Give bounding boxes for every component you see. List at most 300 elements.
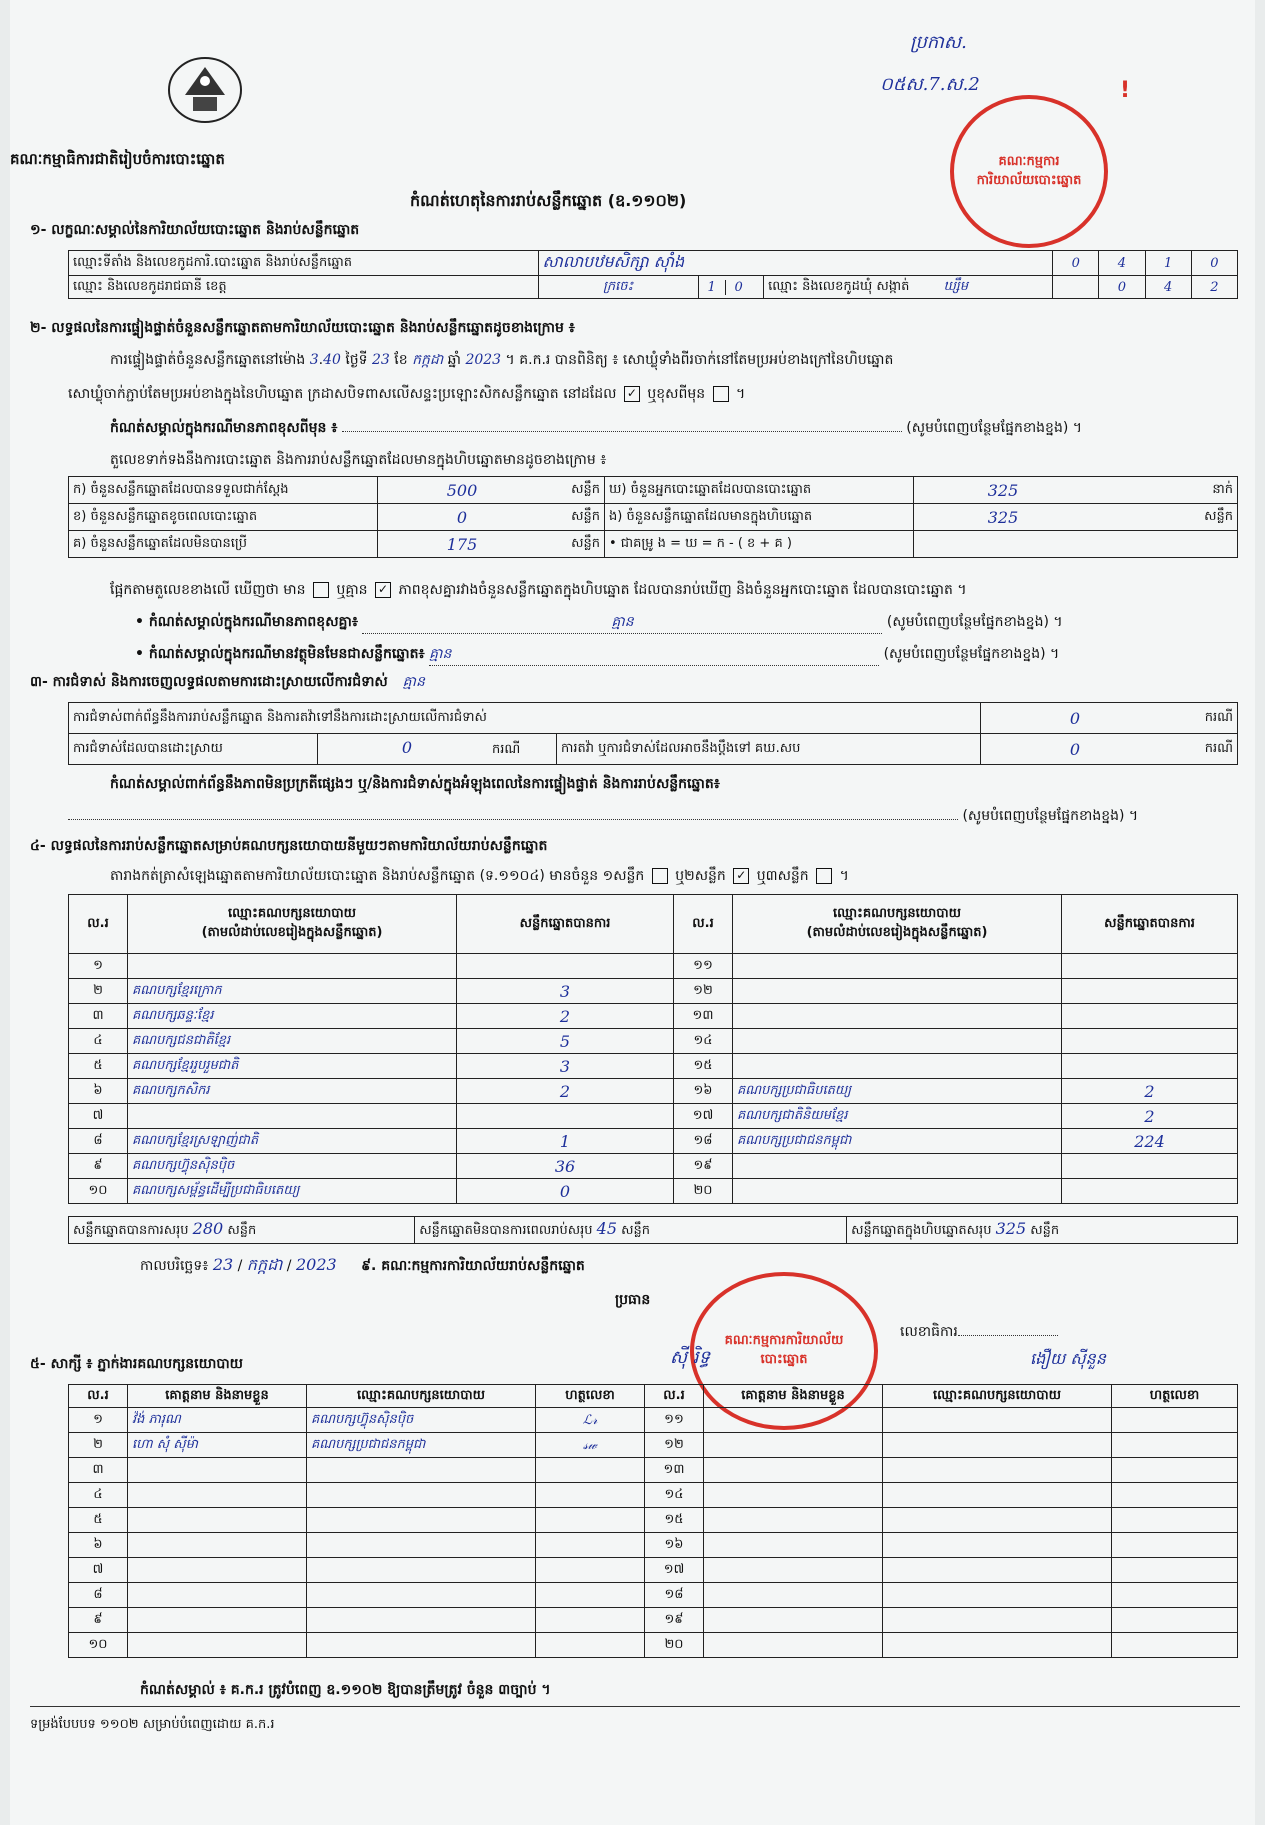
verification-line: ការផ្ទៀងផ្ទាត់ចំនួនសន្លឹកឆ្នោតនៅម៉ោង 3.40 ថ្ងៃទី 23 ខែ កក្កដា ឆ្នាំ 2023 ។ គ.ក.រ បានពិនិត្យ ៖ សោឃ្លុំទាំងពីរចាក់នៅតែមប្រអប់ខាងក្រៅនៃហិបឆ្នោត: [110, 352, 894, 368]
bullet2-field[interactable]: គ្មាន: [429, 644, 879, 666]
section5-note: កំណត់សម្គាល់ ៖ គ.ក.រ ត្រូវបំពេញ ឧ.១១០២ ឱ្យបានត្រឹមត្រូវ ចំនួន ៣ច្បាប់ ។: [140, 1682, 551, 1698]
result-votes: 2: [1062, 1104, 1238, 1129]
result-no: ២: [69, 979, 128, 1004]
witness-party: [883, 1483, 1112, 1508]
witness-party: [883, 1608, 1112, 1633]
count-left-label: ក) ចំនួនសន្លឹកឆ្នោតដែលបានទទួលជាក់ស្តែង: [69, 477, 378, 504]
witness-name: [128, 1508, 307, 1533]
commune-cell: [764, 276, 1053, 299]
count-left-unit: សន្លឹក: [546, 504, 605, 531]
witness-name: វ៉ង់ ភារុណ: [128, 1408, 307, 1433]
result-no: ១៣: [674, 1004, 733, 1029]
province-code: [698, 276, 764, 299]
w-col-party: ឈ្មោះគណបក្សនយោបាយ: [883, 1385, 1112, 1408]
witness-row: [69, 1533, 1238, 1558]
result-party: [733, 1054, 1062, 1079]
result-votes: 3: [457, 979, 674, 1004]
location-label: ឈ្មោះទីតាំង និងលេខកូដការិ.បោះឆ្នោត និងរាប់សន្លឹកឆ្នោត: [69, 251, 539, 276]
result-no: ២០: [674, 1179, 733, 1204]
witness-no: ៧: [69, 1558, 128, 1583]
section1-table: [68, 250, 1238, 299]
result-votes: [457, 1104, 674, 1129]
result-votes: [1062, 1029, 1238, 1054]
fill-hint: (សូមបំពេញបន្ថែមផ្នែកខាងខ្នង) ។: [962, 808, 1139, 824]
result-no: ៧: [69, 1104, 128, 1129]
secretary-label: លេខាធិការ: [900, 1324, 958, 1340]
result-row: [69, 1079, 1238, 1104]
witness-no: ១៩: [645, 1608, 704, 1633]
witness-name: [128, 1608, 307, 1633]
witness-party: [883, 1458, 1112, 1483]
result-votes: [457, 954, 674, 979]
witness-no: ៣: [69, 1458, 128, 1483]
province-value: ក្រចេះ: [538, 276, 698, 299]
result-no: ១៥: [674, 1054, 733, 1079]
count-left-value: 500: [378, 477, 547, 504]
bullet2-line: [135, 644, 1240, 666]
witness-row: [69, 1583, 1238, 1608]
result-votes: [1062, 1154, 1238, 1179]
count-right-value: 325: [914, 504, 1093, 531]
col-no: ល.រ: [69, 895, 128, 954]
total-box-unit: សន្លឹក: [1030, 1223, 1060, 1238]
section3-note-field[interactable]: [68, 819, 958, 820]
result-votes: 2: [457, 1004, 674, 1029]
totals-row: [69, 1217, 1238, 1244]
count-right-unit: នាក់: [1092, 477, 1238, 504]
witness-signature: [1112, 1608, 1238, 1633]
count-left-label: ខ) ចំនួនសន្លឹកឆ្នោតខូចពេលបោះឆ្នោត: [69, 504, 378, 531]
col-party-sub: (តាមលំដាប់លេខរៀងក្នុងសន្លឹកឆ្នោត): [201, 925, 383, 940]
witness-name: [704, 1433, 883, 1458]
witness-party: [883, 1633, 1112, 1658]
bullet1-label: • កំណត់សម្គាល់ក្នុងករណីមានភាពខុសគ្នា៖: [135, 614, 359, 630]
witness-name: [704, 1533, 883, 1558]
witness-signature: [536, 1558, 645, 1583]
verify-text-b: ។ គ.ក.រ បានពិនិត្យ ៖ សោឃ្លុំទាំងពីរចាក់នៅតែមប្រអប់ខាងក្រៅនៃហិបឆ្នោត: [505, 352, 894, 368]
total-box-label: សន្លឹកឆ្នោតក្នុងហិបឆ្នោតសរុប: [851, 1223, 992, 1238]
verify-month: កក្កដា: [412, 352, 444, 368]
result-party: [733, 1154, 1062, 1179]
stamp-text: គណៈកម្មការការិយាល័យបោះឆ្នោត: [976, 153, 1082, 188]
section4-heading: ៤- លទ្ធផលនៃការរាប់សន្លឹកឆ្នោតសម្រាប់គណបក្សនយោបាយនីមួយៗតាមការិយាល័យរាប់សន្លឹកឆ្នោត: [30, 838, 548, 854]
witness-name: [704, 1408, 883, 1433]
witness-name: [128, 1583, 307, 1608]
location-row: [69, 251, 1238, 276]
fill-hint: (សូមបំពេញបន្ថែមផ្នែកខាងខ្នង) ។: [886, 614, 1063, 630]
fill-hint: (សូមបំពេញបន្ថែមផ្នែកខាងខ្នង) ។: [883, 646, 1060, 662]
witness-party: [883, 1508, 1112, 1533]
result-no: ១៨: [674, 1129, 733, 1154]
result-party: [128, 954, 457, 979]
difference-note-label: កំណត់សម្គាល់ក្នុងករណីមានភាពខុសពីមុន ៖: [110, 420, 338, 436]
witness-no: ១១: [645, 1408, 704, 1433]
witness-row: [69, 1458, 1238, 1483]
bullet1-line: [135, 612, 1240, 634]
difference-note-line: [110, 418, 1240, 439]
witness-signature: [536, 1508, 645, 1533]
result-no: ១៦: [674, 1079, 733, 1104]
witness-no: ១៤: [645, 1483, 704, 1508]
witness-no: ៦: [69, 1533, 128, 1558]
witness-no: ១៣: [645, 1458, 704, 1483]
result-party: [733, 954, 1062, 979]
verify-text-c: សោឃ្លុំចាក់ភ្ជាប់តែមប្រអប់ខាងក្នុងនៃហិបឆ្នោត ក្រដាសបិទពាសលើសន្ទះប្រឡោះសិកសន្លឹកឆ្នោត នៅដដែល: [68, 386, 617, 402]
handwritten-note-ref: ០៥ស.7.ស.2: [880, 74, 980, 95]
witness-name: [704, 1608, 883, 1633]
result-votes: [1062, 1054, 1238, 1079]
result-party: [128, 1104, 457, 1129]
result-no: ៥: [69, 1054, 128, 1079]
witness-name: [128, 1458, 307, 1483]
witness-party: គណបក្សប្រជាជនកម្ពុជា: [307, 1433, 536, 1458]
resolved-unit: ករណី: [492, 742, 521, 757]
count-left-label: គ) ចំនួនសន្លឹកឆ្នោតដែលមិនបានប្រើ: [69, 531, 378, 558]
result-row: [69, 1154, 1238, 1179]
col-party-label: ឈ្មោះគណបក្សនយោបាយ: [833, 906, 961, 921]
appeal-unit: ករណី: [1169, 734, 1238, 765]
handwritten-note-top: ប្រកាស.: [910, 32, 967, 53]
witness-signature: [1112, 1433, 1238, 1458]
witness-name: [128, 1633, 307, 1658]
result-no: ១៩: [674, 1154, 733, 1179]
col-party: [733, 895, 1062, 954]
count-right-label: • ជាគម្រូ ង = ឃ = ក - ( ខ + គ ): [605, 531, 914, 558]
verify-year-label: ឆ្នាំ: [447, 352, 461, 368]
same-checkbox[interactable]: ✓: [624, 386, 640, 402]
code-digit: 0: [1053, 251, 1099, 276]
result-party: គណបក្សហ៊្វុនស៊ិនប៉ិច: [128, 1154, 457, 1179]
bullet1-field[interactable]: គ្មាន: [362, 612, 882, 634]
result-party: គណបក្សខ្មែរក្រោក: [128, 979, 457, 1004]
total-invalid-label: សន្លឹកឆ្នោតមិនបានការពេលរាប់សរុប: [419, 1223, 593, 1238]
witness-row: [69, 1508, 1238, 1533]
result-party: [733, 1004, 1062, 1029]
resolved-cell: [318, 734, 557, 765]
sheet-count-text: តារាងកត់ត្រាសំឡេងឆ្នោតតាមការិយាល័យបោះឆ្នោត និងរាប់សន្លឹកឆ្នោត (ទ.១១០៤) មានចំនួន ១សន្លឹក: [110, 868, 645, 884]
code-digit: 4: [1099, 251, 1145, 276]
fill-hint: (សូមបំពេញបន្ថែមផ្នែកខាងខ្នង) ។: [906, 420, 1082, 436]
location-value: សាលាបឋមសិក្សា ស៊ាំង: [538, 251, 1053, 276]
result-party: គណបក្សជាតិនិយមខ្មែរ: [733, 1104, 1062, 1129]
date-month: កក្កដា: [246, 1255, 283, 1274]
exclamation-mark-icon: !: [1120, 78, 1131, 103]
different-checkbox[interactable]: [713, 386, 729, 402]
count-left-value: 0: [378, 504, 547, 531]
witness-no: ៩: [69, 1608, 128, 1633]
result-no: ៩: [69, 1154, 128, 1179]
witness-table: [68, 1384, 1238, 1658]
complaint-row-1: [69, 703, 1238, 734]
col-no: ល.រ: [674, 895, 733, 954]
witness-signature: [1112, 1533, 1238, 1558]
province-row: [69, 276, 1238, 299]
witness-party: [883, 1558, 1112, 1583]
result-row: [69, 979, 1238, 1004]
totals-table: [68, 1216, 1238, 1244]
has-difference-checkbox[interactable]: [313, 582, 329, 598]
witness-signature: [1112, 1508, 1238, 1533]
w-col-party: ឈ្មោះគណបក្សនយោបាយ: [307, 1385, 536, 1408]
resolved-value: 0: [401, 738, 413, 757]
witness-name: [128, 1483, 307, 1508]
witness-signature: [536, 1533, 645, 1558]
witness-signature: [536, 1608, 645, 1633]
province-code-digit: 0: [734, 279, 743, 295]
chair-signature: ស៊ី រិទ្ធ: [670, 1347, 710, 1368]
result-row: [69, 1129, 1238, 1154]
complaint-table: [68, 702, 1238, 765]
total-invalid-cell: [415, 1217, 847, 1244]
witness-no: ១៥: [645, 1508, 704, 1533]
compare-mid: ឬគ្មាន: [336, 582, 368, 598]
result-no: ១៤: [674, 1029, 733, 1054]
commune-value: ឃ្សឹម: [943, 278, 969, 294]
organization-name: គណៈកម្មាធិការជាតិរៀបចំការបោះឆ្នោត: [10, 150, 225, 168]
commune-code-blank: [1053, 276, 1099, 299]
section3-note: កំណត់សម្គាល់ពាក់ព័ន្ធនឹងភាពមិនប្រក្រតីផ្សេងៗ ឬ/និងការជំទាស់ក្នុងអំឡុងពេលនៃការផ្ទៀងផ្ទាត់ និងការរាប់សន្លឹកឆ្នោត៖: [110, 776, 720, 792]
section2-heading: ២- លទ្ធផលនៃការផ្ទៀងផ្ទាត់ចំនួនសន្លឹកឆ្នោតតាមការិយាល័យបោះឆ្នោត និងរាប់សន្លឹកឆ្នោតដូចខាងក្រោម ៖: [30, 320, 575, 336]
official-stamp-top: [950, 95, 1108, 248]
stamp-text: គណៈកម្មការការិយាល័យបោះឆ្នោត: [724, 1333, 844, 1367]
count-intro: តួលេខទាក់ទងនឹងការបោះឆ្នោត និងការរាប់សន្លឹកឆ្នោតដែលមានក្នុងហិបឆ្នោតមានដូចខាងក្រោម ៖: [110, 452, 607, 468]
w-col-name: គោត្តនាម និងនាមខ្លួន: [704, 1385, 883, 1408]
result-row: [69, 1179, 1238, 1204]
verify-day: 23: [372, 352, 390, 368]
witness-signature: [1112, 1558, 1238, 1583]
witness-no: ២: [69, 1433, 128, 1458]
witness-no: ៨: [69, 1583, 128, 1608]
result-votes: 36: [457, 1154, 674, 1179]
verify-hour: 3: [309, 352, 319, 368]
witness-party: [883, 1583, 1112, 1608]
result-votes: 3: [457, 1054, 674, 1079]
no-difference-checkbox[interactable]: ✓: [375, 582, 391, 598]
result-votes: [1062, 954, 1238, 979]
witness-no: ១: [69, 1408, 128, 1433]
count-right-label: ឃ) ចំនួនអ្នកបោះឆ្នោតដែលបានបោះឆ្នោត: [605, 477, 914, 504]
date-year: 2023: [295, 1255, 337, 1274]
result-votes: [1062, 1004, 1238, 1029]
result-votes: [1062, 1179, 1238, 1204]
verify-hour-label: ការផ្ទៀងផ្ទាត់ចំនួនសន្លឹកឆ្នោតនៅម៉ោង: [110, 352, 306, 368]
witness-no: ៥: [69, 1508, 128, 1533]
commune-label: ឈ្មោះ និងលេខកូដឃុំ សង្កាត់: [768, 278, 910, 294]
commune-code-digit: 2: [1191, 276, 1237, 299]
result-votes: 2: [457, 1079, 674, 1104]
witness-party: [307, 1483, 536, 1508]
result-no: ១១: [674, 954, 733, 979]
witness-name: ហោ សុំ ស៊ីម៉ា: [128, 1433, 307, 1458]
difference-note-field[interactable]: [342, 431, 902, 432]
date-label: កាលបរិច្ឆេទ៖: [140, 1258, 209, 1274]
witness-party: [307, 1608, 536, 1633]
count-left-unit: សន្លឹក: [546, 477, 605, 504]
witness-party: [307, 1583, 536, 1608]
witness-party: [883, 1533, 1112, 1558]
witness-name: [704, 1558, 883, 1583]
col-party-sub: (តាមលំដាប់លេខរៀងក្នុងសន្លឹកឆ្នោត): [806, 925, 988, 940]
election-form-page: [10, 0, 1255, 1825]
result-party: គណបក្សកសិករ: [128, 1079, 457, 1104]
results-header: [69, 895, 1238, 954]
witness-signature: [536, 1458, 645, 1483]
witness-row: [69, 1408, 1238, 1433]
verification-line-2: សោឃ្លុំចាក់ភ្ជាប់តែមប្រអប់ខាងក្នុងនៃហិបឆ្នោត ក្រដាសបិទពាសលើសន្ទះប្រឡោះសិកសន្លឹកឆ្នោត នៅដដែល ✓ ឬខុសពីមុន ។: [68, 386, 746, 402]
section4-sub: តារាងកត់ត្រាសំឡេងឆ្នោតតាមការិយាល័យបោះឆ្នោត និងរាប់សន្លឹកឆ្នោត (ទ.១១០៤) មានចំនួន ១សន្លឹក ឬ២សន្លឹក ✓ ឬ៣សន្លឹក ។: [110, 868, 849, 884]
compare-text: ផ្អែកតាមតួលេខខាងលើ ឃើញថា មាន: [110, 582, 306, 598]
count-right-unit: សន្លឹក: [1092, 504, 1238, 531]
section3-handwriting: គ្មាន: [402, 674, 425, 690]
col-votes: សន្លឹកឆ្នោតបានការ: [1062, 895, 1238, 954]
one-sheet-checkbox[interactable]: [652, 868, 668, 884]
witness-party: [883, 1408, 1112, 1433]
secretary-signature-field[interactable]: [958, 1335, 1058, 1336]
witness-header: [69, 1385, 1238, 1408]
result-party: គណបក្សប្រជាជនកម្ពុជា: [733, 1129, 1062, 1154]
bullet2-label: • កំណត់សម្គាល់ក្នុងករណីមានវត្ថុមិនមែនជាសន្លឹកឆ្នោត៖: [135, 646, 425, 662]
code-digit: 0: [1191, 251, 1237, 276]
witness-no: ១០: [69, 1633, 128, 1658]
appeal-value: 0: [981, 734, 1170, 765]
col-votes: សន្លឹកឆ្នោតបានការ: [457, 895, 674, 954]
sheet-count-text-3: ឬ៣សន្លឹក: [756, 868, 809, 884]
result-votes: 2: [1062, 1079, 1238, 1104]
three-sheet-checkbox[interactable]: [816, 868, 832, 884]
witness-signature: ℒ𝓇: [536, 1408, 645, 1433]
province-label: ឈ្មោះ និងលេខកូដរាជធានី ខេត្ត: [69, 276, 539, 299]
section3-note-field-line: [68, 806, 1238, 827]
witness-row: [69, 1483, 1238, 1508]
result-party: [733, 979, 1062, 1004]
count-left-unit: សន្លឹក: [546, 531, 605, 558]
witness-signature: 𝓈𝓌: [536, 1433, 645, 1458]
result-no: ៣: [69, 1004, 128, 1029]
result-votes: 5: [457, 1029, 674, 1054]
witness-name: [128, 1533, 307, 1558]
result-party: គណបក្សខ្មែររួបរួមជាតិ: [128, 1054, 457, 1079]
secretary-line: [900, 1322, 1058, 1343]
count-row: [69, 504, 1238, 531]
witness-signature: [1112, 1633, 1238, 1658]
result-row: [69, 1054, 1238, 1079]
result-votes: [1062, 979, 1238, 1004]
w-col-sign: ហត្ថលេខា: [1112, 1385, 1238, 1408]
witness-row: [69, 1433, 1238, 1458]
committee-label: ៩. គណៈកម្មការការិយាល័យរាប់សន្លឹកឆ្នោត: [361, 1258, 585, 1274]
section3-heading-text: ៣- ការជំទាស់ និងការចេញលទ្ធផលតាមការដោះស្រាយលើការជំទាស់: [30, 674, 388, 690]
col-party: [128, 895, 457, 954]
count-table: [68, 476, 1238, 558]
witness-no: ៤: [69, 1483, 128, 1508]
witness-row: [69, 1633, 1238, 1658]
witness-party: [307, 1633, 536, 1658]
count-right-value: 325: [914, 477, 1093, 504]
witness-no: ១៨: [645, 1583, 704, 1608]
result-no: ១: [69, 954, 128, 979]
chair-label: ប្រធាន: [615, 1292, 651, 1308]
w-col-no: ល.រ: [645, 1385, 704, 1408]
complaint-value: 0: [981, 703, 1170, 734]
count-right-unit: [1092, 531, 1238, 558]
section1-heading: ១- លក្ខណៈសម្គាល់នៃការិយាល័យបោះឆ្នោត និងរាប់សន្លឹកឆ្នោត: [30, 222, 360, 238]
result-no: ៦: [69, 1079, 128, 1104]
result-no: ១២: [674, 979, 733, 1004]
witness-party: [307, 1458, 536, 1483]
count-left-value: 175: [378, 531, 547, 558]
verify-year: 2023: [465, 352, 502, 368]
complaint-row-2: [69, 734, 1238, 765]
w-col-name: គោត្តនាម និងនាមខ្លួន: [128, 1385, 307, 1408]
section5-heading: ៥- សាក្សី ៖ ភ្នាក់ងារគណបក្សនយោបាយ: [30, 1356, 244, 1372]
compare-tail: ភាពខុសគ្នារវាងចំនួនសន្លឹកឆ្នោតក្នុងហិបឆ្នោត ដែលបានរាប់ឃើញ និងចំនួនអ្នកបោះឆ្នោត ដែលបានបោះឆ្នោត ។: [398, 582, 967, 598]
total-valid-value: 280: [192, 1219, 224, 1238]
witness-row: [69, 1558, 1238, 1583]
witness-no: ១៦: [645, 1533, 704, 1558]
secretary-name: ងឿយ ស៊ីនួន: [1030, 1349, 1106, 1368]
total-valid-cell: [69, 1217, 415, 1244]
witness-signature: [1112, 1583, 1238, 1608]
count-right-value: [914, 531, 1093, 558]
complaint-label: ការជំទាស់ពាក់ព័ន្ធនឹងការរាប់សន្លឹកឆ្នោត និងការតវ៉ាទៅនឹងការដោះស្រាយលើការជំទាស់: [69, 703, 981, 734]
nec-emblem-icon: [165, 55, 245, 125]
footer-divider: [30, 1706, 1240, 1707]
witness-signature: [1112, 1458, 1238, 1483]
verify-text-d: ឬខុសពីមុន: [647, 386, 706, 402]
result-row: [69, 954, 1238, 979]
total-valid-label: សន្លឹកឆ្នោតបានការសរុប: [73, 1223, 189, 1238]
witness-signature: [536, 1483, 645, 1508]
result-party: គណបក្សជនជាតិខ្មែរ: [128, 1029, 457, 1054]
result-votes: 224: [1062, 1129, 1238, 1154]
witness-no: ១២: [645, 1433, 704, 1458]
witness-signature: [1112, 1483, 1238, 1508]
total-box-cell: [847, 1217, 1238, 1244]
result-no: ៤: [69, 1029, 128, 1054]
verify-month-label: ខែ: [394, 352, 408, 368]
total-box-value: 325: [995, 1219, 1027, 1238]
resolved-label: ការជំទាស់ដែលបានដោះស្រាយ: [69, 734, 318, 765]
witness-name: [704, 1483, 883, 1508]
date-line: កាលបរិច្ឆេទ៖ 23 / កក្កដា / 2023 ៩. គណៈកម្មការការិយាល័យរាប់សន្លឹកឆ្នោត: [140, 1255, 585, 1274]
witness-party: [307, 1558, 536, 1583]
witness-name: [704, 1458, 883, 1483]
witness-party: គណបក្សហ៊្វុនស៊ិនប៉ិច: [307, 1408, 536, 1433]
result-party: គណបក្សសម្ព័ន្ធដើម្បីប្រជាធិបតេយ្យ: [128, 1179, 457, 1204]
total-invalid-value: 45: [596, 1219, 618, 1238]
witness-name: [128, 1558, 307, 1583]
sheet-count-text-2: ឬ២សន្លឹក: [675, 868, 726, 884]
results-table: [68, 894, 1238, 1204]
witness-signature: [536, 1633, 645, 1658]
result-votes: 1: [457, 1129, 674, 1154]
total-invalid-unit: សន្លឹក: [621, 1223, 651, 1238]
result-no: ៨: [69, 1129, 128, 1154]
count-right-label: ង) ចំនួនសន្លឹកឆ្នោតដែលមានក្នុងហិបឆ្នោត: [605, 504, 914, 531]
complaint-unit: ករណី: [1169, 703, 1238, 734]
w-col-no: ល.រ: [69, 1385, 128, 1408]
witness-signature: [1112, 1408, 1238, 1433]
form-title: កំណត់ហេតុនៃការរាប់សន្លឹកឆ្នោត (ឧ.១១០២): [410, 191, 687, 210]
w-col-sign: ហត្ថលេខា: [536, 1385, 645, 1408]
code-digit: 1: [1145, 251, 1191, 276]
section3-heading: [30, 672, 425, 693]
witness-no: ១៧: [645, 1558, 704, 1583]
two-sheet-checkbox[interactable]: ✓: [733, 868, 749, 884]
result-votes: 0: [457, 1179, 674, 1204]
commune-code-digit: 4: [1145, 276, 1191, 299]
result-row: [69, 1029, 1238, 1054]
